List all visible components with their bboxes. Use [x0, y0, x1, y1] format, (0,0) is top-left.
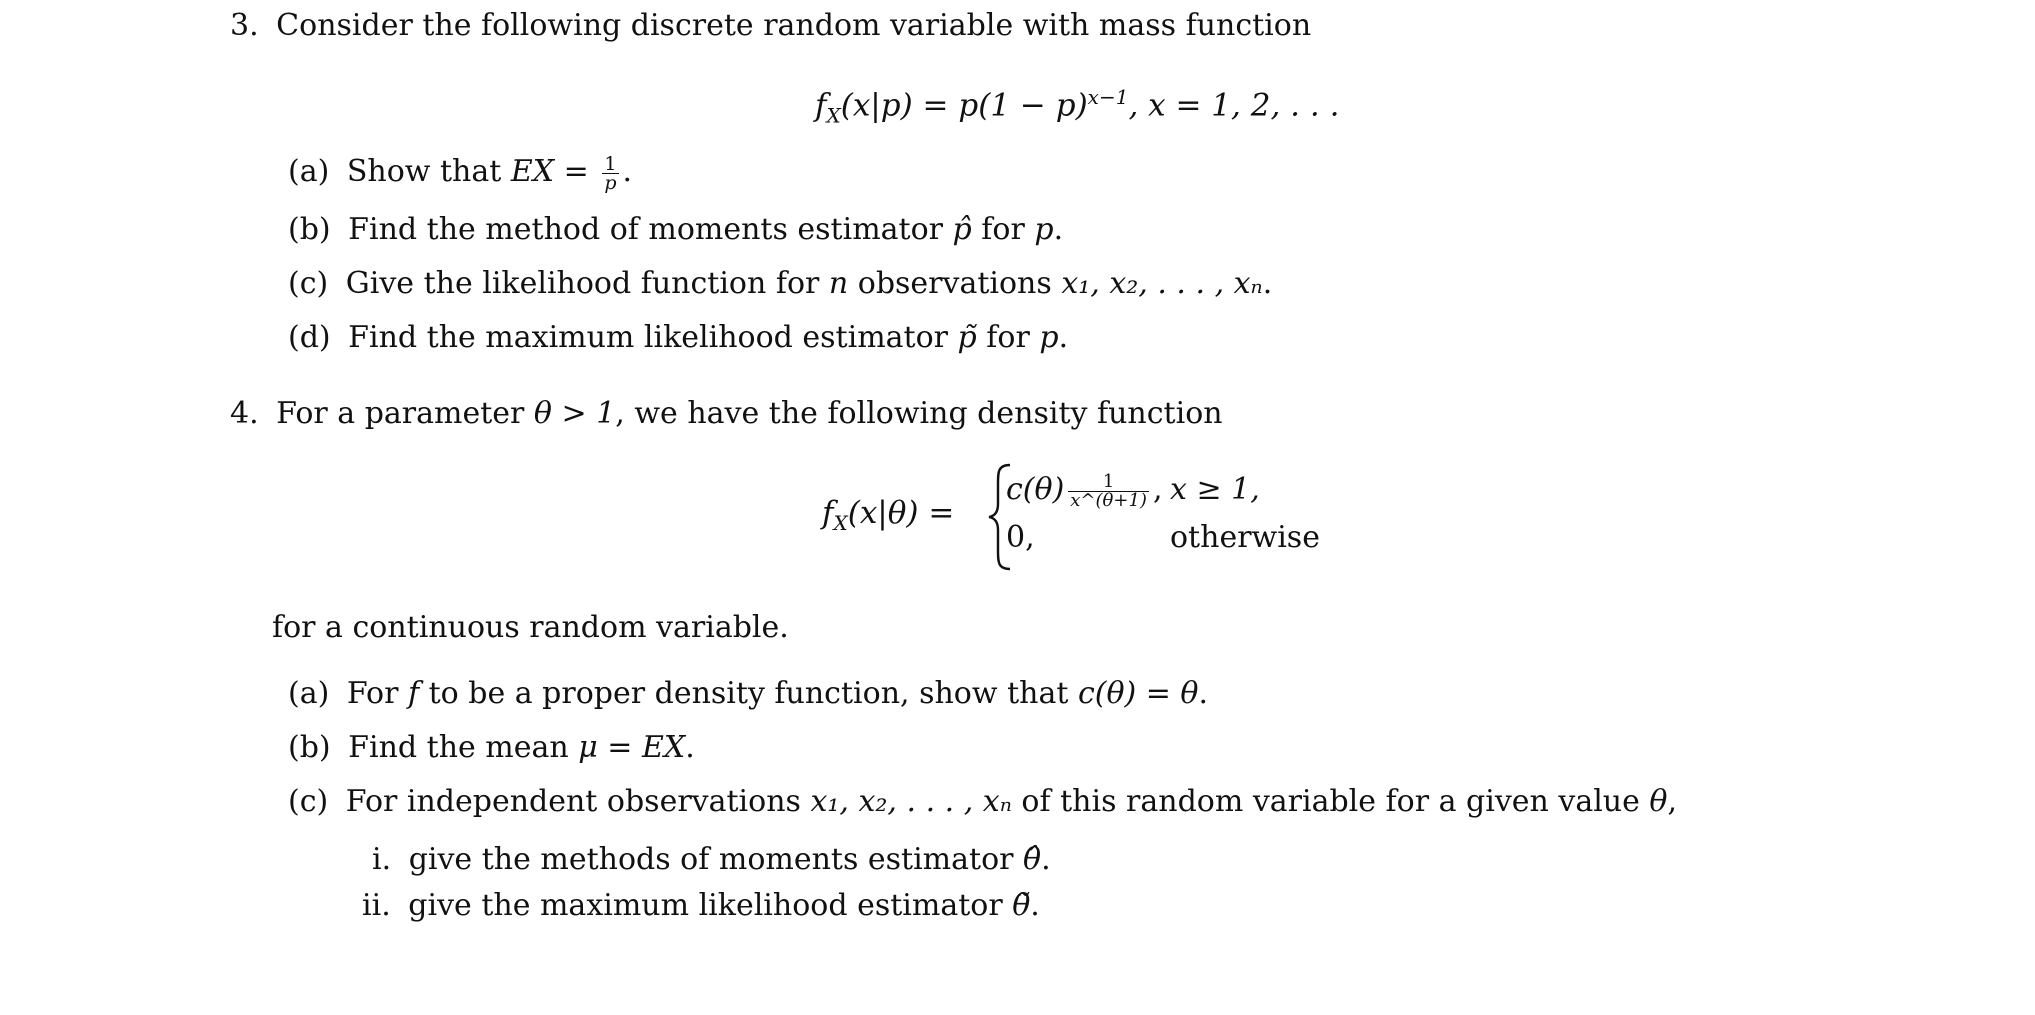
- problem-3-part-c: (c) Give the likelihood function for n observations x₁, x₂, . . . , xₙ.: [288, 266, 1273, 301]
- problem-3-part-b: (b) Find the method of moments estimator p̂ for p.: [288, 212, 1064, 247]
- problem-3-text: Consider the following discrete random variable with mass function: [276, 8, 1312, 43]
- problem-4-part-c: (c) For independent observations x₁, x₂, . . . , xₙ of this random variable for a given value θ,: [288, 784, 1678, 819]
- problem-4-after-text: for a continuous random variable.: [272, 610, 789, 645]
- problem-4-number: 4.: [230, 396, 259, 431]
- problem-4-part-a: (a) For f to be a proper density function, show that c(θ) = θ.: [288, 676, 1209, 711]
- fraction-one-over-p: $\frac{1}{p}$: [604, 152, 617, 194]
- problem-4-part-b: (b) Find the mean μ = EX.: [288, 730, 695, 765]
- case-1-expression: c(θ) $\frac{1}{x\^{}(\theta+1)}$ ,: [1006, 470, 1163, 511]
- problem-4-formula-lhs: $f_X(x|\theta)$ =: [822, 495, 955, 536]
- problem-3-part-a: (a) Show that EX = $\frac{1}{p}$ .: [288, 152, 633, 194]
- case-2-expression: 0,: [1006, 520, 1035, 555]
- problem-4-intro: 4. For a parameter θ > 1, we have the following density function: [230, 396, 1223, 431]
- problem-4-subpart-i: i. give the methods of moments estimator θ̂.: [372, 842, 1051, 877]
- problem-3-intro: [230, 8, 1311, 44]
- case-2-condition: otherwise: [1170, 520, 1320, 555]
- problem-3-formula: $f_X(x|p) = p(1 - p)^{x-1}$, x = 1, 2, . . .: [815, 85, 1340, 128]
- problem-4-subpart-ii: ii. give the maximum likelihood estimator θ̃.: [362, 888, 1040, 923]
- case-1-condition: x ≥ 1,: [1170, 472, 1260, 507]
- fraction-one-over-x-power: $\frac{1}{x\^{}(\theta+1)}$: [1070, 470, 1147, 511]
- problem-3-part-d: (d) Find the maximum likelihood estimator p̃ for p.: [288, 320, 1069, 355]
- problem-3-number: 3.: [230, 8, 259, 43]
